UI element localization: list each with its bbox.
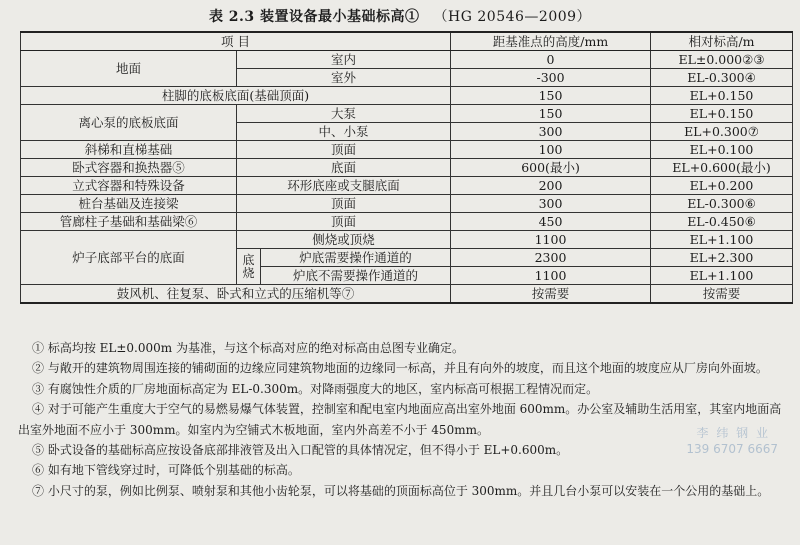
footnotes [18,338,792,501]
table-row [21,195,793,213]
cell-elevation: EL+0.600(最小) [651,159,793,177]
table-title-text: 表 2.3 装置设备最小基础标高① [208,9,420,25]
table-row [21,141,793,159]
row-label-pump: 离心泵的底板底面 [21,105,237,141]
cell-elevation: EL-0.300④ [651,69,793,87]
cell-height: 150 [451,87,651,105]
table-row [21,159,793,177]
sub-label: 顶面 [237,141,451,159]
table-row [21,213,793,231]
table-row [21,105,793,123]
cell-elevation: EL+0.150 [651,87,793,105]
sub-label: 底面 [237,159,451,177]
watermark-name: 李 纬 钢 业 [696,426,770,440]
row-label-vertical: 立式容器和特殊设备 [21,177,237,195]
row-label-furnace: 炉子底部平台的底面 [21,231,237,285]
cell-height: 100 [451,141,651,159]
row-label-column: 柱脚的底板底面(基础顶面) [21,87,451,105]
row-label-ladder: 斜梯和直梯基础 [21,141,237,159]
cell-height: 2300 [451,249,651,267]
sub-label: 顶面 [237,195,451,213]
table-row [21,87,793,105]
cell-elevation: EL+1.100 [651,231,793,249]
sub-label: 顶面 [237,213,451,231]
cell-height: 150 [451,105,651,123]
cell-elevation: EL+0.200 [651,177,793,195]
cell-elevation: EL±0.000②③ [651,51,793,69]
sub-label-outdoor: 室外 [237,69,451,87]
sub-label-need-passage: 炉底需要操作通道的 [261,249,451,267]
sub-label-bottom-fired: 底烧 [237,249,261,285]
cell-elevation: EL-0.300⑥ [651,195,793,213]
footnote: ⑥ 如有地下管线穿过时，可降低个别基础的标高。 [32,463,300,478]
footnote: ④ 对于可能产生重度大于空气的易燃易爆气体装置，控制室和配电室内地面应高出室外地面 600mm。办公室及辅助生活用室，其室内地面高出室外地面不应小于 300mm。如室内为空铺式木板地面，室内外高差不小于 450mm。 [18,402,782,437]
sub-label-large-pump: 大泵 [237,105,451,123]
cell-height: -300 [451,69,651,87]
cell-elevation: EL-0.450⑥ [651,213,793,231]
cell-elevation: EL+0.150 [651,105,793,123]
cell-elevation: EL+0.300⑦ [651,123,793,141]
footnote: ② 与敞开的建筑物周围连接的铺砌面的边缘应同建筑物地面的边缘同一标高，并且有向外的坡度，而且这个地面的坡度应从厂房向外面坡。 [32,361,768,376]
cell-elevation: 按需要 [651,285,793,304]
row-label-rack: 管廊柱子基础和基础梁⑥ [21,213,237,231]
table-row [21,285,793,304]
cell-elevation: EL+2.300 [651,249,793,267]
sub-label-small-pump: 中、小泵 [237,123,451,141]
sub-label-side-fired: 侧烧或顶烧 [237,231,451,249]
table-row [21,51,793,69]
cell-height: 300 [451,123,651,141]
footnote: ⑤ 卧式设备的基础标高应按设备底部排液管及出入口配管的具体情况定，但不得小于 EL+0.600m。 [32,443,569,458]
header-height: 距基准点的高度/mm [451,32,651,51]
row-label-horizontal: 卧式容器和换热器⑤ [21,159,237,177]
cell-height: 0 [451,51,651,69]
cell-height: 600(最小) [451,159,651,177]
table-header-row [21,32,793,51]
sub-label-indoor: 室内 [237,51,451,69]
header-elevation: 相对标高/m [651,32,793,51]
header-item: 项 目 [21,32,451,51]
cell-height: 450 [451,213,651,231]
sub-label-no-passage: 炉底不需要操作通道的 [261,267,451,285]
footnote: ⑦ 小尺寸的泵，例如比例泵、喷射泵和其他小齿轮泵，可以将基础的顶面标高位于 300mm。并且几台小泵可以安装在一个公用的基础上。 [32,483,770,498]
cell-elevation: EL+0.100 [651,141,793,159]
sub-label: 环形底座或支腿底面 [237,177,451,195]
row-label-ground: 地面 [21,51,237,87]
footnote: ③ 有腐蚀性介质的厂房地面标高定为 EL-0.300m。对降雨强度大的地区，室内标高可根据工程情况而定。 [32,381,599,396]
cell-elevation: EL+1.100 [651,267,793,285]
cell-height: 1100 [451,231,651,249]
cell-height: 按需要 [451,285,651,304]
watermark-phone: 139 6707 6667 [686,442,778,456]
table-title [0,6,800,26]
row-label-compressor: 鼓风机、往复泵、卧式和立式的压缩机等⑦ [21,285,451,304]
cell-height: 300 [451,195,651,213]
table-row [21,177,793,195]
cell-height: 1100 [451,267,651,285]
cell-height: 200 [451,177,651,195]
row-label-pile: 桩台基础及连接梁 [21,195,237,213]
elevation-table [20,31,793,304]
table-row [21,231,793,249]
footnote: ① 标高均按 EL±0.000m 为基准，与这个标高对应的绝对标高由总图专业确定。 [32,341,464,355]
table-standard-ref: （HG 20546—2009） [433,9,592,25]
